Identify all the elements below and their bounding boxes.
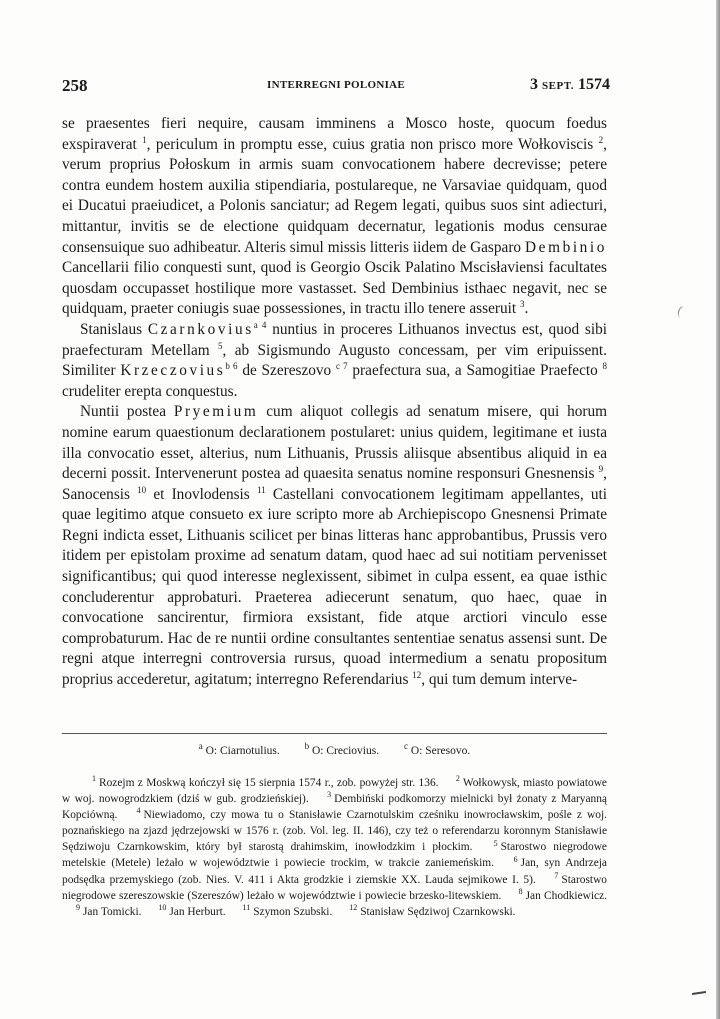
footnote-number: 8: [518, 886, 523, 896]
text-run: , periculum in promptu esse, cuius gratia non prisco more Wołkoviscis: [146, 135, 594, 153]
footnotes: [62, 775, 607, 920]
variant-mark: a: [198, 741, 203, 752]
footnote-ref: 9: [598, 464, 604, 474]
text-run: nuntius in proceres Lithuanos invectus est, quod sibi praefecturam Metellam: [62, 320, 608, 359]
footnote-ref: a 4: [253, 319, 267, 330]
footnote-number: 2: [455, 774, 460, 784]
text-run: Stanislaus: [80, 320, 143, 338]
variant-mark: b: [304, 741, 310, 752]
footnote-text: Dembiński podkomorzy mielnicki był żonaty z Maryanną Kopciówną.: [62, 793, 607, 822]
footnote-text: Starostwo niegrodowe metelskie (Metele) leżało w województwie i powiecie trockim, w trakcie zaniemeńskim.: [62, 841, 607, 870]
text-run: crudeliter erepta conquestus.: [62, 382, 238, 400]
footnote-text: Rozejm z Moskwą kończył się 15 sierpnia 1574 r., zob. powyżej str. 136.: [99, 777, 439, 789]
footnote-text: Stanisław Sędziwoj Czarnkowski.: [360, 905, 516, 918]
paragraph-3: [62, 402, 607, 690]
text-run: praefectura sua, a Samogitiae Praefecto: [352, 362, 598, 380]
text-run: , Sanocensis: [62, 465, 607, 503]
text-run: , verum proprius Połoskum in armis suam convocationem habere decrevisse; petere contra eundem hostem auxilia stipendiaria, postulareque, ne Varsaviae quidquam, quod ei Ducatui praeiudicet, a Polonis sanciatur; ad Regem legati, quibus suos sint adiecturi, mittantur, invitis se de electione quidquam decernatur, legationis modus censurae consensuique suo adhibeatur. Alteris simul missis litteris iidem de Gasparo: [62, 135, 607, 256]
footnote-number: 6: [513, 854, 518, 864]
footnote-8: [505, 886, 607, 902]
footnote-ref: 8: [602, 361, 608, 372]
text-run: , ab Sigismundo Augusto concessam, per vim eripuissent. Similiter: [62, 341, 607, 380]
footnote-9: [62, 902, 142, 918]
footnote-text: Jan Chodkiewicz.: [525, 889, 607, 902]
text-run: Cancellarii filio conquesti sunt, quod is Georgio Oscik Palatino Mscisłaviensi facultates quosdam occupasset hostilique more vastasset. Sed Dembinius isthaec negavit, nec se quidquam, praeter coniugis suae possessiones, in tractu illo tenere asseruit: [62, 259, 607, 318]
main-text: [62, 114, 607, 691]
text-run: .: [524, 300, 529, 318]
footnote-number: 12: [349, 902, 358, 912]
footnote-ref: c 7: [335, 361, 348, 372]
footnote-number: 10: [158, 902, 167, 912]
page-edge-shadow: [716, 0, 720, 1019]
footnote-number: 1: [92, 774, 96, 784]
footnote-ref: 10: [137, 484, 147, 495]
date-month: SEPT.: [542, 80, 574, 92]
footnote-ref: 3: [519, 299, 525, 310]
footnote-ref: 11: [256, 484, 266, 495]
variant-readings: [62, 741, 607, 757]
footnote-1: [62, 774, 439, 789]
footnote-number: 7: [554, 870, 559, 880]
text-run: , qui tum demum interve-: [421, 671, 578, 689]
footnote-text: Jan Herburt.: [169, 905, 226, 918]
variant-c: [403, 741, 471, 757]
spaced-name: Dembinio: [525, 238, 608, 256]
footnote-text: Jan Tomicki.: [83, 905, 142, 918]
variant-b: [304, 741, 380, 757]
header-date: [530, 76, 610, 94]
date-day: 3: [530, 76, 539, 93]
page-header: [62, 76, 610, 100]
spaced-name: Czarnkovius: [147, 320, 254, 338]
footnote-ref: 2: [598, 134, 604, 145]
footnote-separator: [62, 733, 607, 734]
footnote-10: [144, 902, 226, 918]
footnote-12: [335, 902, 516, 918]
text-run: se praesentes fieri nequire, causam imminens a Mosco hoste, quocum foedus exspiraverat: [62, 115, 607, 153]
footnote-text: Starostwo niegrodowe szereszowskie (Szereszów) leżało w województwie i powiecie brzesko-litewskiem.: [62, 873, 607, 902]
variant-text: O: Seresovo.: [410, 745, 471, 757]
spaced-name: Pryemium: [173, 403, 259, 421]
text-run: cum aliquot collegis ad senatum misere, qui horum nomine earum quaestionum declarationem postularet: unius quidem, legitimane et iusta illa convocatio esset, alterius, num Lithuanis, Prussis aliisque absentibus aliquid in ea decerni possit. Intervenerunt postea ad quaesita senatus nomine responsuri Gnesnensis: [62, 403, 608, 483]
variant-text: O: Ciarnotulius.: [205, 745, 280, 757]
paragraph-2: [62, 320, 607, 402]
footnote-number: 3: [327, 790, 332, 800]
corner-pencil-mark: [692, 991, 706, 995]
footnote-number: 4: [136, 806, 141, 816]
footnote-text: Szymon Szubski.: [253, 905, 333, 918]
date-year: 1574: [578, 76, 610, 93]
variant-text: O: Creciovius.: [312, 745, 380, 757]
footnote-11: [229, 902, 333, 918]
paragraph-1: [62, 114, 607, 320]
spaced-name: Krzeczovius: [120, 362, 226, 380]
footnote-ref: b 6: [225, 361, 238, 372]
text-run: et Inovlodensis: [153, 485, 250, 503]
footnote-text: Wołkowysk, miasto powiatowe w woj. nowogrodzkiem (dziś w gub. grodzieńskiej).: [62, 777, 607, 806]
text-run: Castellani convocationem legitimam appellantes, uti quae legitimo atque consueto ex iure scripto more ab Archiepiscopo Gnesnensi Primate Regni indicta esset, Lithuanis scilicet per binas litteras hanc approbantibus, Prussis vero itidem per epistolam proxime ad senatum datam, quod haec ad sui notitiam pervenisset significantibus; qui quod interesse neglexissent, sibimet in culpa essent, ea quae isthic concluderentur approbaturi. Praeterea adiecerunt senatum, quo haec, quae in convocatione sancirentur, firmiora exsistant, fide atque arctiori vinculo esse comprobaturum. Hac de re nuntii ordine consultantes sententiae senatus assensi sunt. De regni atque interregni controversia rursus, quoad intermedium a senatu propositum proprius accederetur, agitatum; interregno Referendarius: [62, 485, 607, 689]
variant-a: [198, 741, 280, 757]
margin-pencil-mark: (: [675, 302, 685, 318]
footnote-ref: 5: [218, 340, 223, 351]
footnote-ref: 1: [142, 134, 147, 145]
footnote-text: Niewiadomo, czy mowa tu o Stanisławie Czarnotulskim cześniku inowrocławskim, pośle z woj. poznańskiego na zjazd jędrzejowski w 1576 r. (zob. Vol. leg. II. 146), czy też o referendarzu koronnym Stanisławie Sędziwoju Czarnkowskim, który był starostą drahimskim, inowłodzkim i płockim.: [62, 809, 607, 854]
text-run: de Szereszovo: [242, 362, 332, 380]
page-number: 258: [62, 76, 88, 95]
footnote-number: 5: [493, 838, 498, 848]
text-run: Nuntii postea: [80, 403, 167, 421]
footnote-number: 11: [242, 902, 251, 912]
variant-mark: c: [403, 741, 408, 752]
footnote-text: Jan, syn Andrzeja podsędka przemyskiego (zob. Nies. V. 411 i Akta grodzkie i ziemskie XX. Lauda sejmikowe I. 5).: [62, 857, 607, 886]
footnote-number: 9: [76, 902, 80, 912]
footnote-ref: 12: [412, 669, 422, 680]
running-title: INTERREGNI POLONIAE: [267, 79, 406, 91]
